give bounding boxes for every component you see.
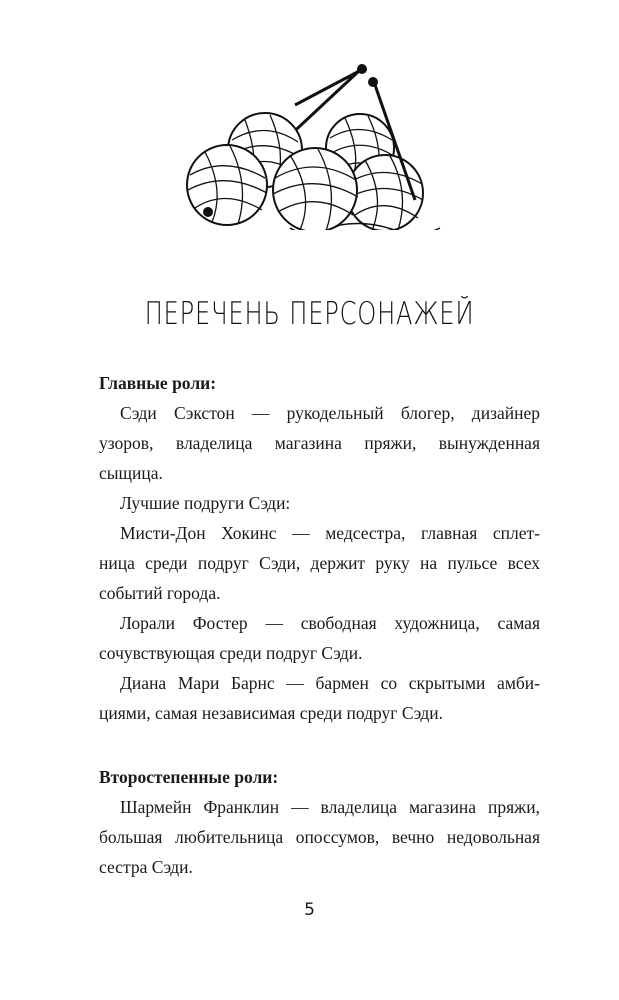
text-line: узоров, владелица магазина пряжи, вынужденная: [99, 433, 540, 453]
yarn-balls-illustration-icon: [170, 60, 450, 230]
text-line: Диана Мари Барнс — бармен со скрытыми амби-: [120, 673, 540, 693]
text-line: большая любительница опоссумов, вечно недовольная: [99, 827, 540, 847]
text-line: событий города.: [99, 583, 221, 603]
section-heading-main-roles: Главные роли:: [99, 373, 217, 393]
text-line: сестра Сэди.: [99, 857, 193, 877]
text-line: циями, самая независимая среди подруг Сэди.: [99, 703, 443, 723]
text-line: Лорали Фостер — свободная художница, самая: [120, 613, 540, 633]
section-heading-secondary-roles: Второстепенные роли:: [99, 767, 279, 787]
page-title: ПЕРЕЧЕНЬ ПЕРСОНАЖЕЙ: [144, 296, 475, 332]
character-list: [99, 368, 540, 882]
text-line: Сэди Сэкстон — рукодельный блогер, дизайнер: [120, 403, 540, 423]
text-line: сочувствующая среди подруг Сэди.: [99, 643, 363, 663]
page-number: 5: [304, 900, 315, 920]
text-line: Мисти-Дон Хокинс — медсестра, главная сплет-: [120, 523, 540, 543]
text-line: сыщица.: [99, 463, 163, 483]
text-line: Шармейн Франклин — владелица магазина пряжи,: [120, 797, 540, 817]
text-line: Лучшие подруги Сэди:: [120, 493, 291, 513]
text-line: ница среди подруг Сэди, держит руку на пульсе всех: [99, 553, 540, 573]
